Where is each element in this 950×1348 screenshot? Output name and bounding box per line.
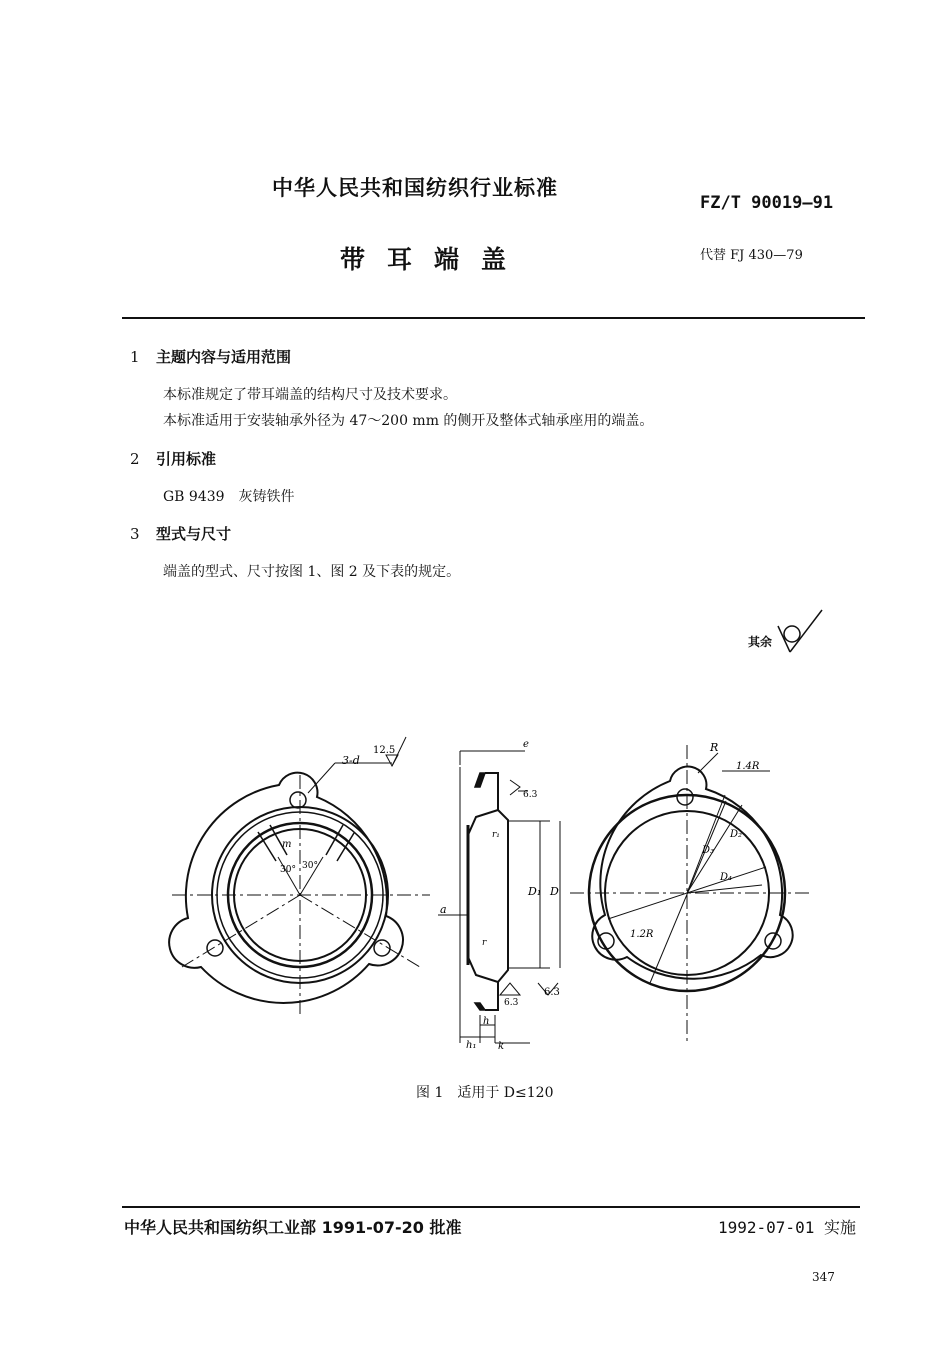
document-title: 带耳端盖 — [340, 245, 529, 274]
standard-title: 中华人民共和国纺织行业标准 — [272, 176, 558, 200]
effective-date: 1992-07-01 实施 — [718, 1218, 856, 1237]
dim-h1-label: h₁ — [466, 1040, 477, 1051]
dim-1.4R-label: 1.4R — [736, 761, 760, 772]
dim-m-label: m — [282, 839, 292, 850]
approval-line: 中华人民共和国纺织工业部 1991-07-20 批准 — [124, 1218, 462, 1237]
section-2-heading — [130, 448, 216, 469]
angle-label: 30° — [302, 861, 318, 871]
figure-caption: 图 1 适用于 D≤120 — [416, 1085, 554, 1101]
dim-D3-label: D₃ — [702, 845, 715, 856]
section-title: 主题内容与适用范围 — [156, 348, 292, 366]
paragraph: 端盖的型式、尺寸按图 1、图 2 及下表的规定。 — [163, 564, 461, 580]
section-title: 型式与尺寸 — [156, 525, 232, 543]
dim-D-label: D — [550, 885, 559, 898]
header-rule — [122, 317, 865, 319]
dim-h-label: h — [483, 1016, 490, 1027]
section-view — [438, 751, 560, 1043]
dim-k-label: k — [498, 1041, 505, 1052]
left-view — [169, 737, 430, 1015]
roughness-value: 6.3 — [544, 987, 560, 998]
dim-e-label: e — [523, 739, 529, 750]
section-1-heading — [130, 346, 291, 367]
dim-r-label: r — [482, 938, 487, 948]
figure-1-drawing — [130, 725, 930, 1075]
replaces-note: 代替 FJ 430—79 — [700, 248, 803, 263]
standard-code: FZ/T 90019—91 — [700, 193, 834, 213]
roughness-symbol-icon — [772, 606, 828, 658]
paragraph: 本标准规定了带耳端盖的结构尺寸及技术要求。 — [163, 387, 457, 403]
dim-D1-label: D₁ — [528, 885, 542, 898]
dim-r1-label: r₁ — [492, 830, 500, 840]
section-3-heading — [130, 523, 231, 544]
section-number: 2 — [130, 450, 140, 468]
section-number: 1 — [130, 348, 140, 366]
footer-rule — [122, 1206, 860, 1208]
dim-a-label: a — [440, 903, 447, 916]
paragraph: GB 9439 灰铸铁件 — [163, 489, 295, 505]
roughness-value: 6.3 — [523, 790, 538, 800]
section-number: 3 — [130, 525, 140, 543]
right-view — [570, 745, 810, 1045]
angle-label: 30° — [280, 865, 296, 875]
roughness-value: 6.3 — [504, 998, 519, 1008]
holes-label: 3-d — [342, 754, 360, 767]
dim-R-label: R — [710, 741, 719, 754]
dim-D4-label: D₄ — [720, 872, 733, 883]
page-number: 347 — [812, 1270, 835, 1284]
dim-1.2R-label: 1.2R — [630, 929, 654, 940]
dim-D2-label: D₂ — [730, 829, 743, 840]
paragraph: 本标准适用于安装轴承外径为 47～200 mm 的侧开及整体式轴承座用的端盖。 — [163, 413, 654, 429]
roughness-note-label: 其余 — [748, 635, 773, 649]
section-title: 引用标准 — [156, 450, 217, 468]
roughness-value: 12.5 — [373, 745, 396, 756]
